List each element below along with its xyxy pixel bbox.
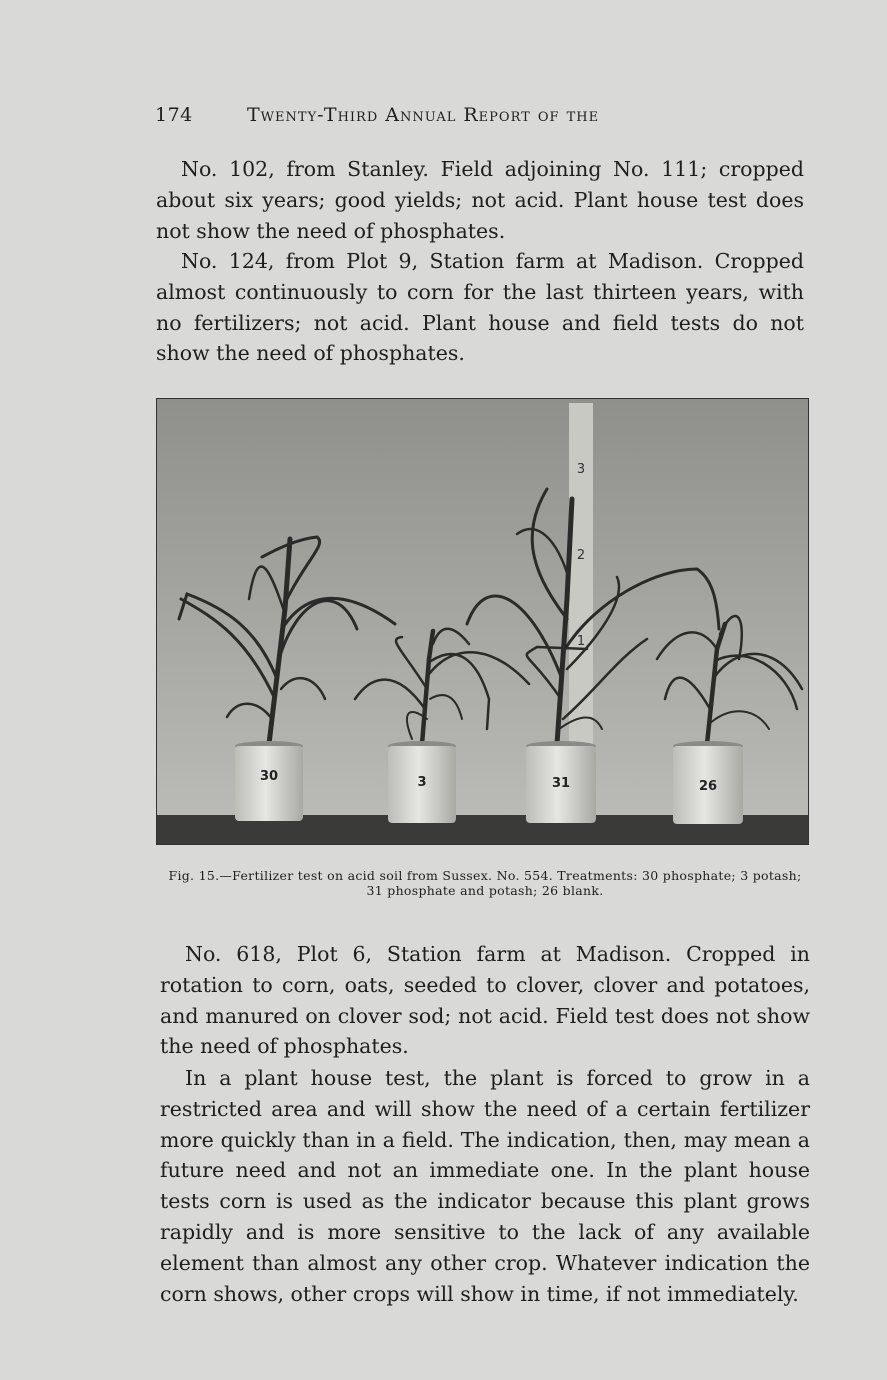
running-title: Twenty-Third Annual Report of the <box>247 104 600 126</box>
pot-3 <box>388 741 456 823</box>
photo-illustration <box>157 399 808 844</box>
figure-caption: Fig. 15.—Fertilizer test on acid soil from Sussex. No. 554. Treatments: 30 phosphate; 3 potash; 31 phosphate and potash; 26 blank. <box>168 868 802 898</box>
pot-30 <box>235 741 303 821</box>
paragraph-plot-6: No. 618, Plot 6, Station farm at Madison. Cropped in rotation to corn, oats, seeded to clover, clover and potatoes, and manured on clover sod; not acid. Field test does not show the need of phosphates. <box>160 942 810 1059</box>
figure-corn-pots-photo <box>156 398 809 845</box>
pot-label-30: 30 <box>259 769 279 784</box>
ruler-mark-2: 2 <box>576 548 586 563</box>
measuring-stick <box>569 403 593 751</box>
running-header <box>155 104 715 126</box>
pot-26 <box>673 741 743 824</box>
page-number: 174 <box>155 104 193 126</box>
paragraph-plot-9: No. 124, from Plot 9, Station farm at Madison. Cropped almost continuously to corn for the last thirteen years, with no fertilizers; not acid. Plant house and field tests do not show the need of phosphates. <box>156 249 804 366</box>
paragraph-stanley: No. 102, from Stanley. Field adjoining No. 111; cropped about six years; good yields; not acid. Plant house test does not show the need of phosphates. <box>156 157 804 243</box>
paragraph-plant-house-test: In a plant house test, the plant is forced to grow in a restricted area and will show the need of a certain fertilizer more quickly than in a field. The indication, then, may mean a future need and not an immediate one. In the plant house tests corn is used as the indicator because this plant grows rapidly and is more sensitive to the lack of any available element than almost any other crop. Whatever indication the corn shows, other crops will show in time, if not immediately. <box>160 1066 810 1306</box>
pot-label-31: 31 <box>551 776 571 791</box>
ruler-mark-1: 1 <box>576 634 586 649</box>
pot-31 <box>526 741 596 823</box>
pot-label-3: 3 <box>417 775 427 790</box>
pot-label-26: 26 <box>698 779 718 794</box>
ruler-mark-3: 3 <box>576 462 586 477</box>
